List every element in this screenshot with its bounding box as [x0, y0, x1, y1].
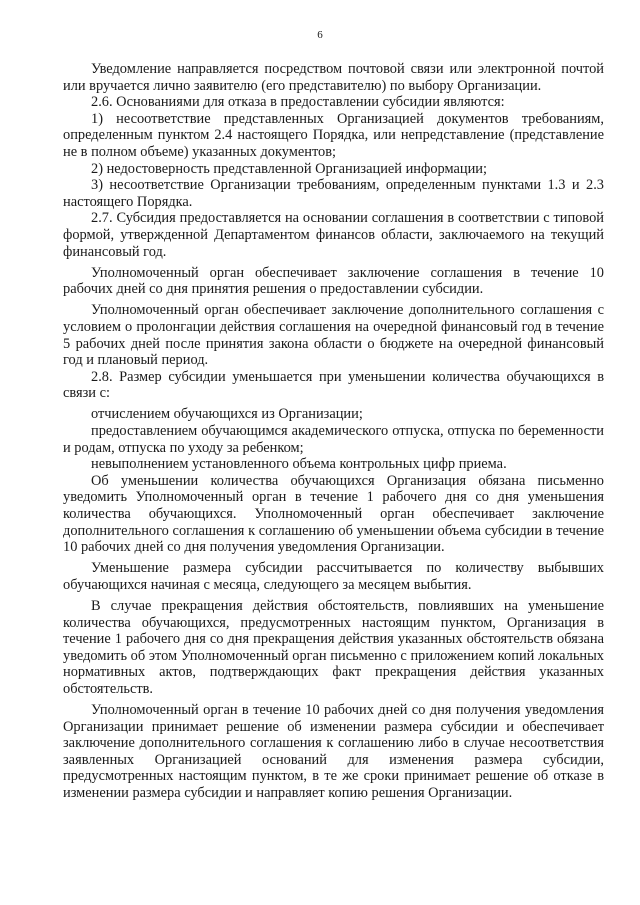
paragraph-additional-agreement: Уполномоченный орган обеспечивает заключение дополнительного соглашения с условием о пролонгации действия соглашения на очередной финансовый год в течение 5 рабочих дней после принятия закона области о бюджете на очередной финансовый год и плановый период.: [63, 302, 604, 369]
paragraph-reduction-expulsion: отчислением обучающихся из Организации;: [91, 406, 363, 423]
paragraph-reduction-admission: невыполнением установленного объема контрольных цифр приема.: [91, 456, 507, 473]
paragraph-reduction-leave: предоставлением обучающимся академического отпуска, отпуска по беременности и родам, отпуска по уходу за ребенком;: [63, 422, 604, 456]
paragraph-2-8-subsidy-reduction: 2.8. Размер субсидии уменьшается при уменьшении количества обучающихся в связи с:: [63, 368, 604, 402]
paragraph-agreement-term: Уполномоченный орган обеспечивает заключение соглашения в течение 10 рабочих дней со дня принятия решения о предоставлении субсидии.: [63, 264, 604, 298]
paragraph-refusal-ground-2: 2) недостоверность представленной Организацией информации;: [91, 160, 487, 177]
paragraph-2-6-refusal-grounds: 2.6. Основаниями для отказа в предоставлении субсидии являются:: [91, 94, 505, 111]
page-number: 6: [317, 29, 323, 41]
document-body: [63, 61, 604, 802]
paragraph-decision-on-change: Уполномоченный орган в течение 10 рабочих дней со дня получения уведомления Организации принимает решение об изменении размера субсидии и обеспечивает заключение дополнительного соглашения к соглашению либо в случае несоответствия заявленных Организацией оснований для изменения размера субсидии, предусмотренных настоящим пунктом, в те же сроки принимает решение об отказе в изменении размера субсидии и направляет копию решения Организации.: [63, 701, 604, 801]
paragraph-notification-method: Уведомление направляется посредством почтовой связи или электронной почтой или вручается лично заявителю (его представителю) по выбору Организации.: [63, 61, 604, 94]
paragraph-2-7-agreement: 2.7. Субсидия предоставляется на основании соглашения в соответствии с типовой формой, утвержденной Департаментом финансов области, заключаемого на текущий финансовый год.: [63, 210, 604, 260]
paragraph-reduction-calculation: Уменьшение размера субсидии рассчитывается по количеству выбывших обучающихся начиная с месяца, следующего за месяцем выбытия.: [63, 560, 604, 593]
paragraph-refusal-ground-1: 1) несоответствие представленных Организацией документов требованиям, определенным пунктом 2.4 настоящего Порядка, или непредставление (представление не в полном объеме) указанных документов;: [63, 110, 604, 160]
paragraph-refusal-ground-3: 3) несоответствие Организации требованиям, определенным пунктами 1.3 и 2.3 настоящего Порядка.: [63, 177, 604, 210]
paragraph-reduction-notification: Об уменьшении количества обучающихся Организация обязана письменно уведомить Уполномоченный орган в течение 1 рабочего дня со дня уменьшения количества обучающихся. Уполномоченный орган обеспечивает заключение дополнительного соглашения к соглашению об уменьшении объема субсидии в течение 10 рабочих дней со дня получения уведомления Организации.: [63, 472, 604, 556]
paragraph-circumstances-termination: В случае прекращения действия обстоятельств, повлиявших на уменьшение количества обучающихся, предусмотренных настоящим пунктом, Организация в течение 1 рабочего дня со дня прекращения действия указанных обстоятельств обязана уведомить об этом Уполномоченный орган письменно с приложением копий локальных нормативных актов, подтверждающих факт прекращения действия указанных обстоятельств.: [63, 597, 604, 697]
